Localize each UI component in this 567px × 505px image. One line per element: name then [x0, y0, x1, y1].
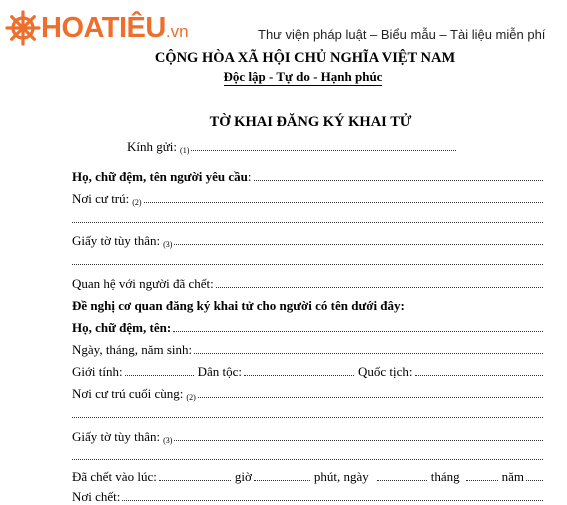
requester-residence-footnote: (2) [132, 198, 142, 207]
logo-wordmark [41, 12, 189, 45]
requester-residence-label: Nơi cư trú: [72, 191, 130, 206]
requester-id-label: Giấy tờ tùy thân: [72, 233, 161, 248]
deceased-name-field[interactable] [173, 331, 543, 332]
death-time-line[interactable] [72, 468, 567, 485]
tagline: Thư viện pháp luật – Biểu mẫu – Tài liệu miễn phí [258, 27, 546, 42]
ship-wheel-icon [5, 10, 41, 46]
minute-day-label: phút, ngày [313, 469, 369, 484]
request-statement: Đề nghị cơ quan đăng ký khai tử cho người có tên dưới đây: [72, 298, 405, 313]
gender-ethnicity-nationality-line[interactable] [72, 363, 567, 380]
death-place-label: Nơi chết: [72, 489, 121, 504]
deceased-id-label: Giấy tờ tùy thân: [72, 429, 161, 444]
logo-name: HOATIÊU [41, 12, 166, 44]
death-month-field[interactable] [466, 480, 498, 481]
requester-name-field[interactable] [254, 180, 543, 181]
requester-name-colon: : [247, 169, 252, 184]
death-year-field[interactable] [526, 480, 543, 481]
ethnicity-field[interactable] [244, 375, 354, 376]
deceased-id-continuation[interactable] [72, 459, 543, 460]
deceased-id-footnote: (3) [163, 436, 173, 445]
deceased-name-line[interactable] [72, 319, 567, 336]
hoatieu-logo[interactable] [5, 10, 245, 50]
recipient-line[interactable] [127, 138, 567, 155]
hour-label: giờ [234, 469, 252, 484]
month-label: tháng [430, 469, 460, 484]
national-title: CỘNG HÒA XÃ HỘI CHỦ NGHĨA VIỆT NAM [154, 50, 456, 66]
requester-residence-line[interactable] [72, 190, 567, 207]
deceased-id-line[interactable] [72, 428, 567, 445]
nationality-field[interactable] [415, 375, 544, 376]
requester-id-line[interactable] [72, 232, 567, 249]
last-residence-line[interactable] [72, 385, 567, 402]
relation-line[interactable] [72, 275, 567, 292]
last-residence-field[interactable] [198, 397, 543, 398]
last-residence-continuation[interactable] [72, 417, 543, 418]
death-place-field[interactable] [122, 500, 543, 501]
relation-field[interactable] [216, 287, 543, 288]
year-label: năm [501, 469, 524, 484]
national-motto [0, 69, 567, 85]
nationality-label: Quốc tịch: [357, 364, 413, 379]
requester-residence-continuation[interactable] [72, 222, 543, 223]
form-title: TỜ KHAI ĐĂNG KÝ KHAI TỬ [209, 114, 412, 130]
requester-name-line[interactable] [72, 168, 567, 185]
gender-label: Giới tính: [72, 364, 123, 379]
ethnicity-label: Dân tộc: [197, 364, 242, 379]
requester-residence-field[interactable] [144, 202, 543, 203]
last-residence-label: Nơi cư trú cuối cùng: [72, 386, 184, 401]
logo-suffix: .vn [165, 22, 189, 41]
deceased-id-field[interactable] [174, 440, 543, 441]
dob-line[interactable] [72, 341, 567, 358]
dob-field[interactable] [194, 353, 543, 354]
request-statement-line [72, 297, 567, 314]
recipient-label: Kính gửi: [127, 139, 178, 154]
requester-name-label: Họ, chữ đệm, tên người yêu cầu [72, 169, 248, 184]
relation-label: Quan hệ với người đã chết: [72, 276, 214, 291]
death-hour-field[interactable] [159, 480, 231, 481]
death-day-field[interactable] [377, 480, 427, 481]
last-residence-footnote: (2) [186, 393, 196, 402]
death-minute-field[interactable] [254, 480, 310, 481]
deceased-name-label: Họ, chữ đệm, tên: [72, 320, 172, 335]
gender-field[interactable] [125, 375, 194, 376]
requester-id-footnote: (3) [163, 240, 173, 249]
motto-text: Độc lập - Tự do - Hạnh phúc [223, 69, 383, 84]
death-time-label: Đã chết vào lúc: [72, 469, 157, 484]
recipient-footnote: (1) [180, 146, 190, 155]
requester-id-continuation[interactable] [72, 264, 543, 265]
requester-id-field[interactable] [174, 244, 543, 245]
recipient-field[interactable] [191, 150, 456, 151]
dob-label: Ngày, tháng, năm sinh: [72, 342, 193, 357]
